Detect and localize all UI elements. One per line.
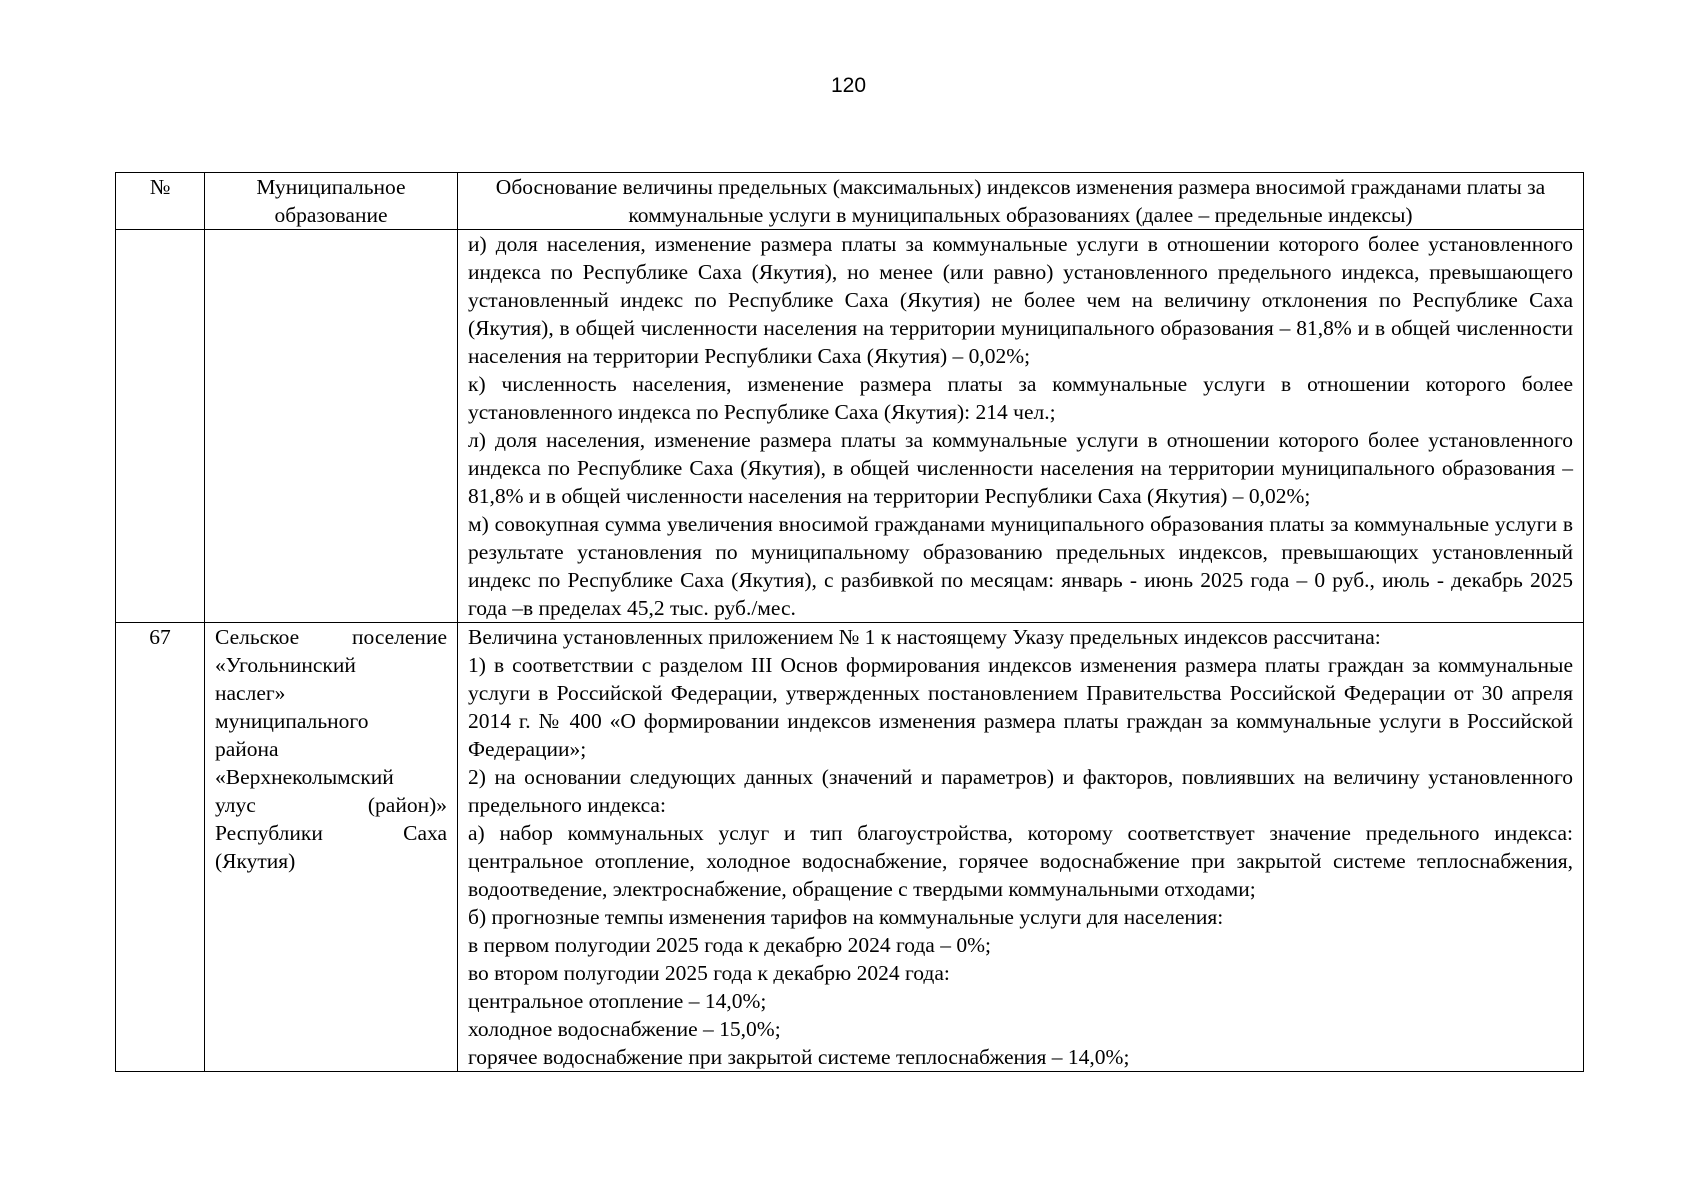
paragraph-cold-water: холодное водоснабжение – 15,0%; bbox=[468, 1017, 781, 1041]
paragraph-first-half: в первом полугодии 2025 года к декабрю 2024 года – 0%; bbox=[468, 933, 991, 957]
header-municipality: Муниципальное образование bbox=[205, 173, 458, 230]
municipality-line: «Верхнеколымский bbox=[215, 765, 394, 789]
paragraph-hot-water: горячее водоснабжение при закрытой системе теплоснабжения – 14,0%; bbox=[468, 1045, 1130, 1069]
paragraph-second-half: во втором полугодии 2025 года к декабрю 2024 года: bbox=[468, 961, 950, 985]
paragraph-2: 2) на основании следующих данных (значений и параметров) и факторов, повлиявших на величину установленного предельного индекса: bbox=[468, 765, 1573, 817]
paragraph-intro: Величина установленных приложением № 1 к настоящему Указу предельных индексов рассчитана: bbox=[468, 625, 1381, 649]
municipality-line: Республики Саха bbox=[215, 821, 447, 845]
municipality-line: района bbox=[215, 737, 279, 761]
municipality-line: улус (район)» bbox=[215, 793, 447, 817]
paragraph-k: к) численность населения, изменение размера платы за коммунальные услуги в отношении которого более установленного индекса по Республике Саха (Якутия): 214 чел.; bbox=[468, 372, 1573, 424]
cell-justification bbox=[458, 623, 1584, 1072]
table-row-continuation bbox=[116, 230, 1584, 623]
municipality-line: (Якутия) bbox=[215, 849, 296, 873]
cell-number bbox=[116, 230, 205, 623]
header-justification: Обоснование величины предельных (максимальных) индексов изменения размера вносимой гражданами платы за коммунальные услуги в муниципальных образованиях (далее – предельные индексы) bbox=[458, 173, 1584, 230]
header-number: № bbox=[116, 173, 205, 230]
paragraph-l: л) доля населения, изменение размера платы за коммунальные услуги в отношении которого более установленного индекса по Республике Саха (Якутия), в общей численности населения на территории муниципального образования – 81,8% и в общей численности населения на территории Республики Саха (Якутия) – 0,02%; bbox=[468, 428, 1573, 508]
paragraph-heating: центральное отопление – 14,0%; bbox=[468, 989, 767, 1013]
paragraph-m: м) совокупная сумма увеличения вносимой гражданами муниципального образования платы за коммунальные услуги в результате установления по муниципальному образованию предельных индексов, превышающих установленный индекс по Республике Саха (Якутия), с разбивкой по месяцам: январь - июнь 2025 года – 0 руб., июль - декабрь 2025 года –в пределах 45,2 тыс. руб./мес. bbox=[468, 512, 1573, 620]
page-number: 120 bbox=[830, 74, 867, 97]
cell-justification bbox=[458, 230, 1584, 623]
table-header-row bbox=[116, 173, 1584, 230]
paragraph-1: 1) в соответствии с разделом III Основ формирования индексов изменения размера платы граждан за коммунальные услуги в Российской Федерации, утвержденных постановлением Правительства Российской Федерации от 30 апреля 2014 г. № 400 «О формировании индексов изменения размера платы граждан за коммунальные услуги в Российской Федерации»; bbox=[468, 653, 1573, 761]
table-row-67 bbox=[116, 623, 1584, 1072]
municipality-line: «Угольнинский bbox=[215, 653, 356, 677]
indices-table bbox=[115, 172, 1584, 1072]
paragraph-b: б) прогнозные темпы изменения тарифов на коммунальные услуги для населения: bbox=[468, 905, 1224, 929]
municipality-line: наслег» bbox=[215, 681, 286, 705]
municipality-line: Сельское поселение bbox=[215, 625, 447, 649]
cell-municipality bbox=[205, 230, 458, 623]
paragraph-i: и) доля населения, изменение размера платы за коммунальные услуги в отношении которого более установленного индекса по Республике Саха (Якутия), но менее (или равно) установленного предельного индекса, превышающего установленный индекс по Республике Саха (Якутия) не более чем на величину отклонения по Республике Саха (Якутия), в общей численности населения на территории муниципального образования – 81,8% и в общей численности населения на территории Республики Саха (Якутия) – 0,02%; bbox=[468, 232, 1573, 368]
paragraph-a: а) набор коммунальных услуг и тип благоустройства, которому соответствует значение предельного индекса: центральное отопление, холодное водоснабжение, горячее водоснабжение при закрытой системе теплоснабжения, водоотведение, электроснабжение, обращение с твердыми коммунальными отходами; bbox=[468, 821, 1573, 901]
municipality-line: муниципального bbox=[215, 709, 369, 733]
cell-municipality bbox=[205, 623, 458, 1072]
cell-number: 67 bbox=[116, 623, 205, 1072]
